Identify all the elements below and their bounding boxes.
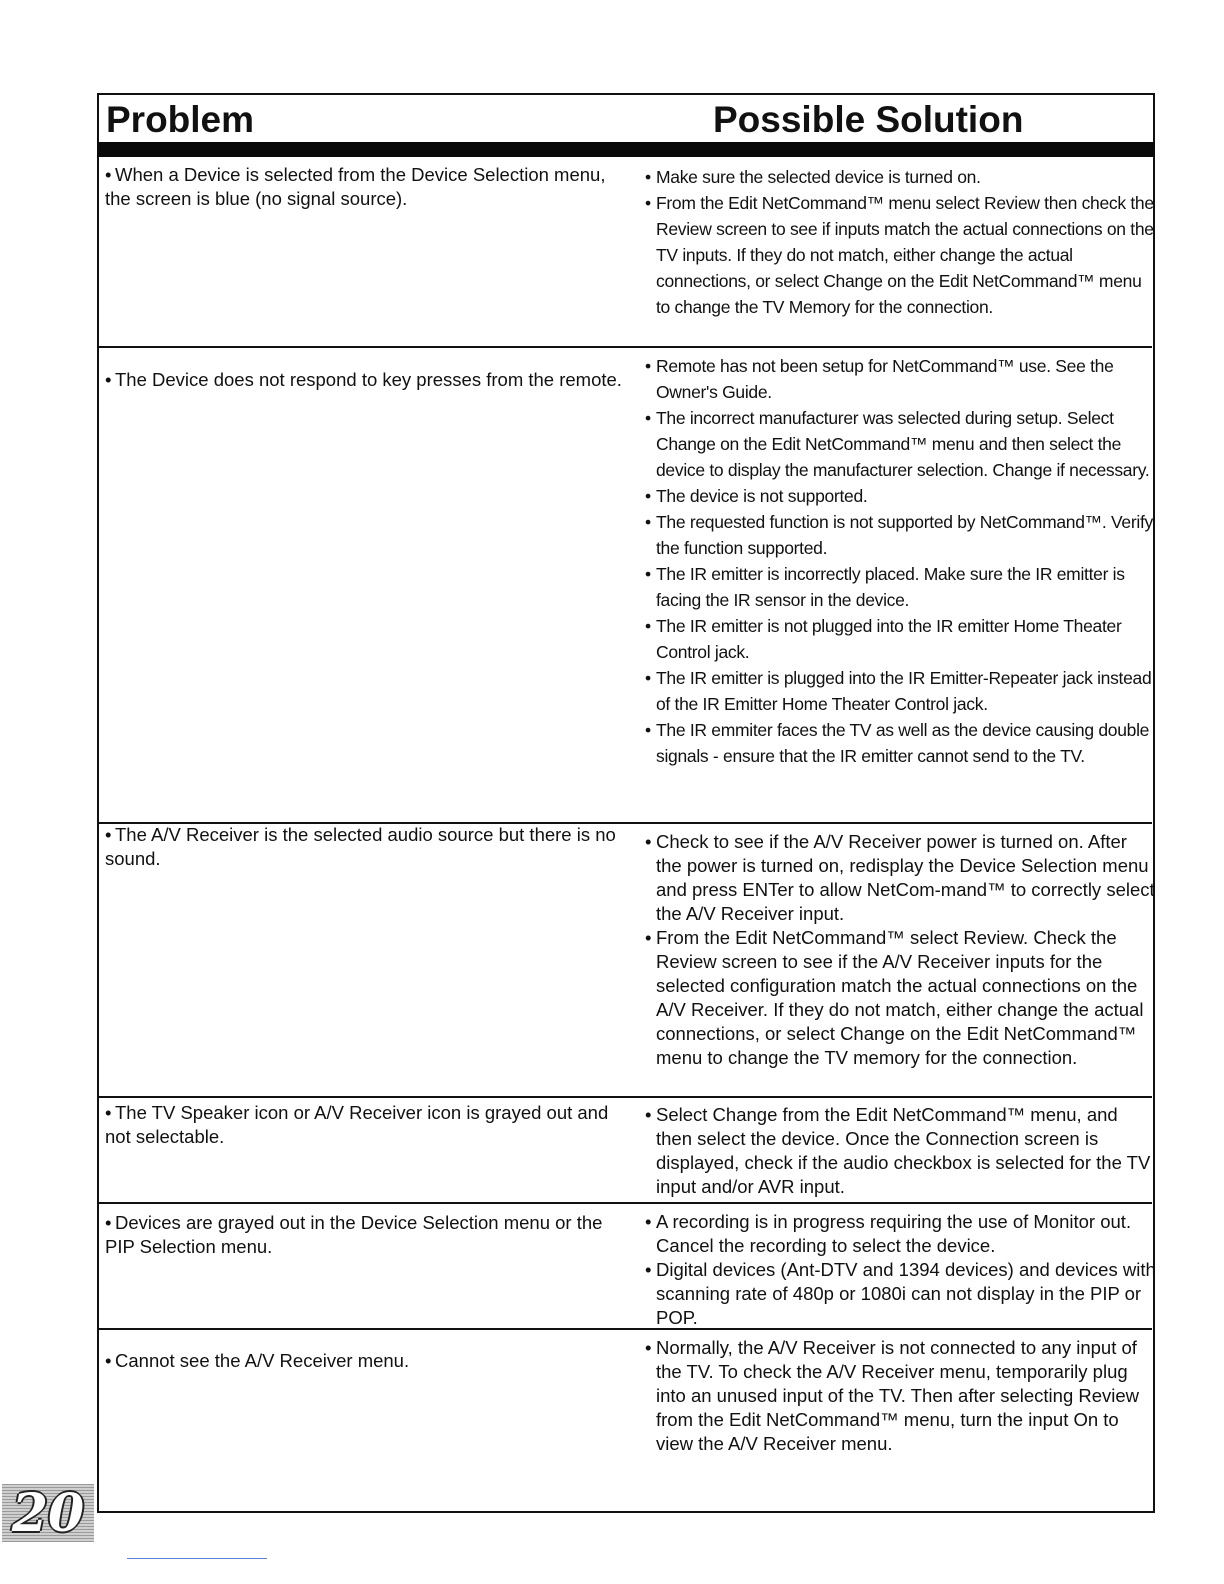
list-item: • Normally, the A/V Receiver is not connected to any input of the TV. To check the A/V Receiver menu, temporarily plug into an unused input of the TV. Then after selecting Review from the Edit NetCommand™ menu, turn the input On to view the A/V Receiver menu. [645,1337,1140,1454]
header-rule [97,142,1155,157]
solution-list [645,164,1157,320]
row-divider [97,346,1152,348]
list-item: • The IR emitter is incorrectly placed. Make sure the IR emitter is facing the IR sensor in the device. [645,564,1125,610]
list-item: • From the Edit NetCommand™ menu select Review then check the Review screen to see if inputs match the actual connections on the TV inputs. If they do not match, either change the actual connections, or select Change on the Edit NetCommand™ menu to change the TV Memory for the connection. [645,193,1154,317]
list-item: • Remote has not been setup for NetCommand™ use. See the Owner's Guide. [645,356,1114,402]
problem-cell: • Cannot see the A/V Receiver menu. [105,1350,410,1371]
list-item: • The incorrect manufacturer was selected during setup. Select Change on the Edit NetCommand™ menu and then select the device to display the manufacturer selection. Change if necessary. [645,408,1150,480]
list-item: • Make sure the selected device is turned on. [645,167,981,187]
solution-list [645,1103,1157,1199]
list-item: • The IR emitter is not plugged into the IR emitter Home Theater Control jack. [645,616,1122,662]
list-item: • Select Change from the Edit NetCommand™ menu, and then select the device. Once the Connection screen is displayed, check if the audio checkbox is selected for the TV input and/or AVR input. [645,1104,1151,1197]
problem-cell: • The Device does not respond to key presses from the remote. [105,369,622,390]
list-item: • The IR emitter is plugged into the IR Emitter-Repeater jack instead of the IR Emitter Home Theater Control jack. [645,668,1152,714]
list-item: • Digital devices (Ant-DTV and 1394 devices) and devices with scanning rate of 480p or 1080i can not display in the PIP or POP. [645,1259,1156,1328]
problem-cell: • The TV Speaker icon or A/V Receiver icon is grayed out and not selectable. [105,1102,609,1147]
footer-rule [127,1558,267,1559]
solution-list [645,1210,1157,1330]
problem-cell: • The A/V Receiver is the selected audio source but there is no sound. [105,824,616,869]
page-number: 20 [2,1484,94,1542]
list-item: • The device is not supported. [645,486,868,506]
problem-cell: • When a Device is selected from the Device Selection menu, the screen is blue (no signal source). [105,164,606,209]
problem-cell: • Devices are grayed out in the Device Selection menu or the PIP Selection menu. [105,1212,603,1257]
row-divider [97,1096,1152,1098]
solution-list [645,830,1157,1070]
list-item: • Check to see if the A/V Receiver power is turned on. After the power is turned on, redisplay the Device Selection menu and press ENTer to allow NetCom-mand™ to correctly select the A/V Receiver input. [645,831,1155,924]
row-divider [97,1328,1152,1330]
list-item: • The IR emmiter faces the TV as well as the device causing double signals - ensure that the IR emitter cannot send to the TV. [645,720,1150,766]
list-item: • A recording is in progress requiring the use of Monitor out. Cancel the recording to select the device. [645,1211,1132,1256]
solution-column-heading: Possible Solution [713,99,1024,140]
row-divider [97,1202,1152,1204]
solution-list [645,353,1157,769]
problem-column-heading: Problem [106,99,255,140]
list-item: • From the Edit NetCommand™ select Review. Check the Review screen to see if the A/V Receiver inputs for the selected configuration match the actual connections on the A/V Receiver. If they do not match, either change the actual connections, or select Change on the Edit NetCommand™ menu to change the TV memory for the connection. [645,927,1144,1068]
solution-list [645,1336,1157,1456]
list-item: • The requested function is not supported by NetCommand™. Verify the function supported. [645,512,1153,558]
